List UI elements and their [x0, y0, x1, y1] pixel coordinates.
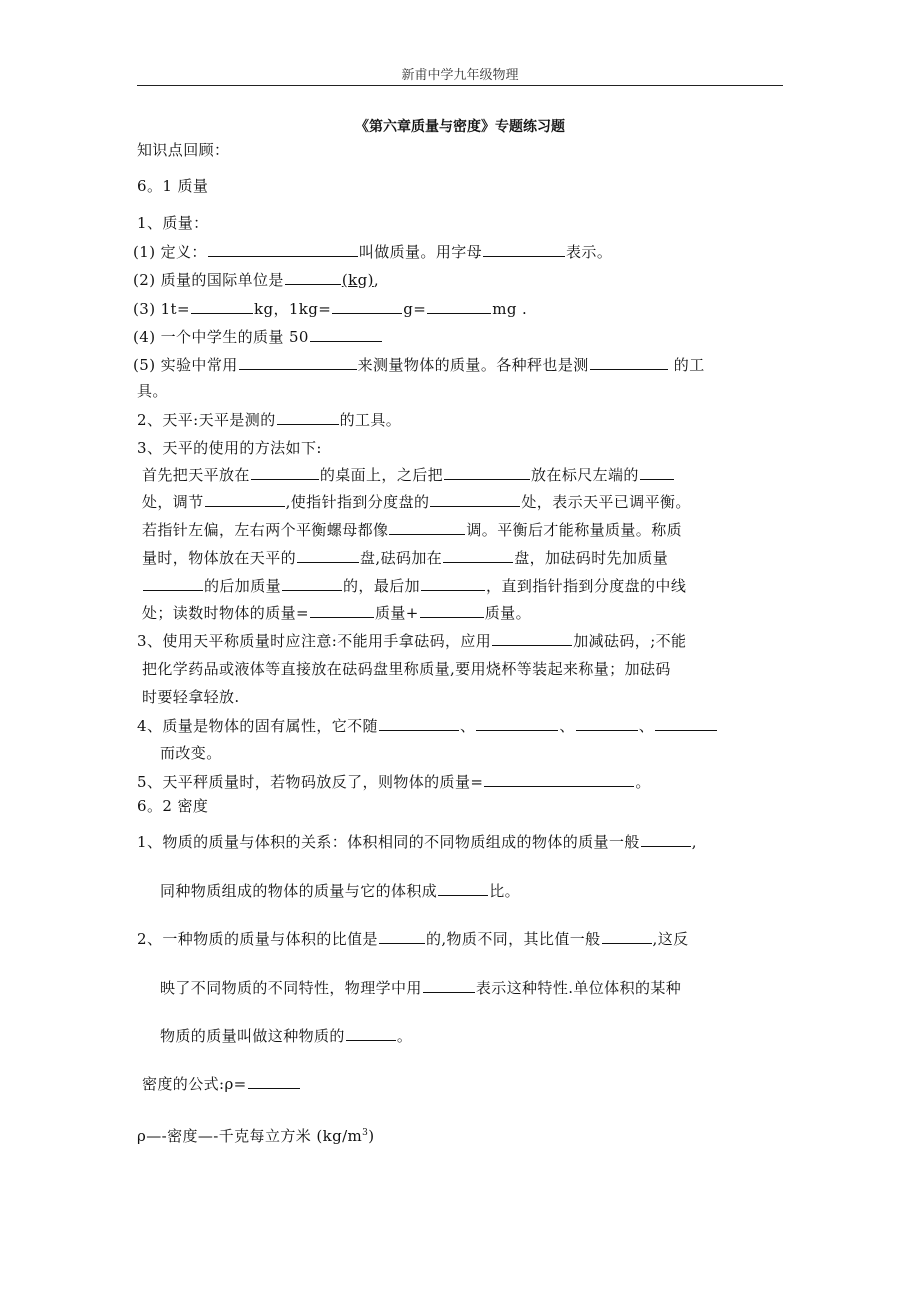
answer-blank[interactable]: [332, 299, 402, 314]
answer-blank[interactable]: [346, 1026, 396, 1041]
text: (2) 质量的国际单位是: [133, 271, 284, 289]
text: 质量+: [374, 604, 419, 622]
text: (5) 实验中常用: [133, 356, 238, 374]
answer-blank[interactable]: [492, 631, 572, 646]
answer-blank[interactable]: [444, 465, 530, 480]
answer-blank[interactable]: [476, 716, 558, 731]
text: 映了不同物质的不同特性，物理学中用: [160, 979, 422, 997]
answer-blank[interactable]: [379, 929, 425, 944]
density-item-1-line-2: [160, 881, 520, 901]
text: 放在标尺左端的: [531, 466, 639, 484]
text: ,使指针指到分度盘的: [285, 493, 430, 511]
text: ): [368, 1127, 375, 1145]
item-2: [137, 410, 401, 430]
text: 2、天平:天平是测的: [137, 411, 276, 429]
text: ρ—-密度—-千克每立方米 (kg/m: [137, 1127, 363, 1145]
text: ,: [373, 271, 379, 289]
section-6-2-heading: 6。2 密度: [137, 797, 209, 815]
text: 处，表示天平已调平衡。: [521, 493, 691, 511]
answer-blank[interactable]: [191, 299, 253, 314]
superscript: 3: [362, 1128, 369, 1138]
answer-blank[interactable]: [208, 242, 358, 257]
text: 密度的公式:ρ=: [142, 1075, 247, 1093]
text: kg，1kg=: [253, 300, 332, 318]
item-1-line-5-cont: 具。: [137, 382, 168, 400]
text: 的后加质量: [204, 577, 282, 595]
density-item-2-line-2: [160, 978, 681, 998]
text: 叫做质量。用字母: [358, 243, 483, 261]
item-1-line-3: [133, 299, 527, 319]
text: ，直到指针指到分度盘的中线: [486, 577, 687, 595]
item-1-line-1: [133, 242, 612, 262]
item-1-line-5: [133, 355, 705, 375]
item-5: [137, 772, 651, 792]
answer-blank[interactable]: [310, 603, 374, 618]
text: 首先把天平放在: [142, 466, 250, 484]
item-3-para-1: [142, 465, 675, 485]
item-1-line-2: [133, 270, 379, 290]
text: 盘，加砝码时先加质量: [514, 549, 669, 567]
item-3b-line-2: 把化学药品或液体等直接放在砝码盘里称质量,要用烧杯等装起来称量；加砝码: [142, 660, 671, 678]
answer-blank[interactable]: [297, 548, 359, 563]
density-item-2-line-1: [137, 929, 689, 949]
text: mg .: [492, 300, 528, 318]
answer-blank[interactable]: [602, 929, 652, 944]
answer-blank[interactable]: [483, 242, 565, 257]
answer-blank[interactable]: [438, 881, 488, 896]
answer-blank[interactable]: [590, 355, 668, 370]
item-3-heading: 3、天平的使用的方法如下:: [137, 439, 322, 457]
answer-blank[interactable]: [655, 716, 717, 731]
unit-hint: (kg): [341, 271, 374, 289]
answer-blank[interactable]: [427, 299, 491, 314]
answer-blank[interactable]: [484, 772, 634, 787]
text: 物质的质量叫做这种物质的: [160, 1027, 345, 1045]
answer-blank[interactable]: [420, 603, 484, 618]
separator: 、: [459, 717, 476, 735]
page-header: 新甫中学九年级物理: [401, 68, 519, 83]
answer-blank[interactable]: [285, 270, 341, 285]
answer-blank[interactable]: [205, 492, 285, 507]
text: 同种物质组成的物体的质量与它的体积成: [160, 882, 438, 900]
answer-blank[interactable]: [421, 576, 485, 591]
density-item-2-line-3: [160, 1026, 412, 1046]
text: 来测量物体的质量。各种秤也是测: [357, 356, 589, 374]
item-3-para-3: [142, 520, 682, 540]
text: 若指针左偏，左右两个平衡螺母都像: [142, 521, 389, 539]
item-3-para-5: [142, 576, 686, 596]
answer-blank[interactable]: [389, 520, 465, 535]
answer-blank[interactable]: [251, 465, 319, 480]
item-1-line-4: [133, 327, 383, 347]
text: 3、使用天平称质量时应注意:不能用手拿砝码，应用: [137, 632, 492, 650]
text: 调。平衡后才能称量质量。称质: [466, 521, 683, 539]
header-rule: [137, 85, 783, 86]
item-3-para-2: [142, 492, 691, 512]
text: 的,物质不同，其比值一般: [425, 930, 601, 948]
density-formula: [142, 1074, 301, 1094]
item-4: [137, 716, 718, 736]
text: 表示这种特性.单位体积的某种: [475, 979, 682, 997]
density-legend: [137, 1123, 375, 1146]
answer-blank[interactable]: [248, 1074, 300, 1089]
text: 量时，物体放在天平的: [142, 549, 297, 567]
text: (3) 1t=: [133, 300, 190, 318]
item-4-cont: 而改变。: [160, 744, 222, 762]
item-3b-line-1: [137, 631, 686, 651]
text: g=: [403, 300, 427, 318]
text: 加减砝码，;不能: [573, 632, 687, 650]
density-item-1-line-1: [137, 832, 697, 852]
text: 处；读数时物体的质量=: [142, 604, 309, 622]
text: 质量。: [484, 604, 531, 622]
text: 比。: [489, 882, 521, 900]
text: (4) 一个中学生的质量 50: [133, 328, 309, 346]
answer-blank[interactable]: [640, 465, 674, 480]
text: 表示。: [566, 243, 613, 261]
text: 的桌面上，之后把: [319, 466, 444, 484]
text: 。: [396, 1027, 413, 1045]
text: 2、一种物质的质量与体积的比值是: [137, 930, 378, 948]
text: (1) 定义：: [133, 243, 207, 261]
document-title: 《第六章质量与密度》专题练习题: [355, 119, 565, 135]
review-heading: 知识点回顾：: [137, 141, 230, 159]
text: 5、天平秤质量时，若物码放反了，则物体的质量=: [137, 773, 484, 791]
text: 的工: [668, 356, 705, 374]
separator: 、: [559, 717, 575, 735]
answer-blank[interactable]: [282, 576, 342, 591]
answer-blank[interactable]: [310, 327, 382, 342]
text: 。: [635, 773, 651, 791]
text: ,: [691, 833, 697, 851]
text: 的工具。: [339, 411, 402, 429]
text: 处，调节: [142, 493, 204, 511]
separator: 、: [638, 717, 655, 735]
text: 的，最后加: [343, 577, 421, 595]
answer-blank[interactable]: [239, 355, 357, 370]
item-3-para-6: [142, 603, 531, 623]
item-3-para-4: [142, 548, 668, 568]
item-1-heading: 1、质量：: [137, 214, 209, 232]
answer-blank[interactable]: [443, 548, 513, 563]
text: 盘,砝码加在: [360, 549, 443, 567]
answer-blank[interactable]: [277, 410, 339, 425]
section-6-1-heading: 6。1 质量: [137, 177, 209, 195]
answer-blank[interactable]: [379, 716, 459, 731]
answer-blank[interactable]: [430, 492, 520, 507]
text: ,这反: [652, 930, 689, 948]
answer-blank[interactable]: [143, 576, 203, 591]
answer-blank[interactable]: [576, 716, 638, 731]
answer-blank[interactable]: [641, 832, 691, 847]
text: 1、物质的质量与体积的关系：体积相同的不同物质组成的物体的质量一般: [137, 833, 640, 851]
text: 4、质量是物体的固有属性，它不随: [137, 717, 378, 735]
item-3b-line-3: 时要轻拿轻放.: [142, 688, 240, 706]
answer-blank[interactable]: [423, 978, 475, 993]
